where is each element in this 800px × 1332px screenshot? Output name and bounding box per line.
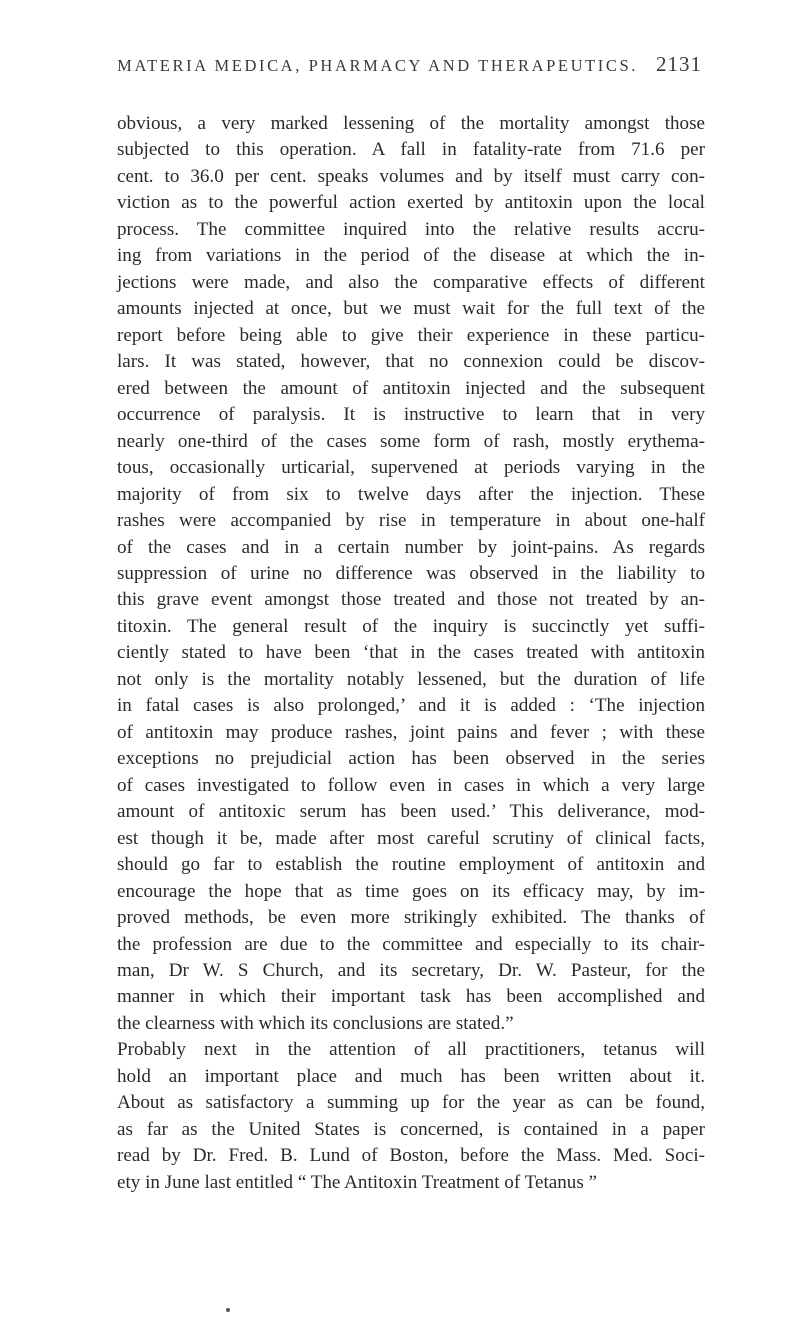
text-line: jections were made, and also the comparative effects of different xyxy=(117,271,705,293)
text-line: should go far to establish the routine employment of antitoxin and xyxy=(117,854,705,876)
text-line: occurrence of paralysis. It is instructive to learn that in very xyxy=(117,404,705,426)
text-line: majority of from six to twelve days after the injection. These xyxy=(117,483,705,505)
text-line: process. The committee inquired into the relative results accru- xyxy=(117,218,705,240)
running-header-title: MATERIA MEDICA, PHARMACY AND THERAPEUTICS. xyxy=(117,56,638,75)
text-line: nearly one-third of the cases some form of rash, mostly erythema- xyxy=(117,430,705,452)
text-line: in fatal cases is also prolonged,’ and it is added : ‘The injection xyxy=(117,695,705,717)
running-header xyxy=(112,52,702,80)
text-line: ered between the amount of antitoxin injected and the subsequent xyxy=(117,377,705,399)
text-line: amount of antitoxic serum has been used.’ This deliverance, mod- xyxy=(117,801,705,823)
text-line: exceptions no prejudicial action has been observed in the series xyxy=(117,748,705,770)
page-number: 2131 xyxy=(656,52,702,76)
text-line: proved methods, be even more strikingly exhibited. The thanks of xyxy=(117,907,705,929)
text-line: not only is the mortality notably lessened, but the duration of life xyxy=(117,668,705,690)
text-line: tous, occasionally urticarial, supervened at periods varying in the xyxy=(117,457,705,479)
body-text xyxy=(117,111,705,1196)
text-line: man, Dr W. S Church, and its secretary, Dr. W. Pasteur, for the xyxy=(117,960,705,981)
text-line: est though it be, made after most careful scrutiny of clinical facts, xyxy=(117,827,705,849)
text-line: ety in June last entitled “ The Antitoxin Treatment of Tetanus ” xyxy=(117,1171,597,1193)
text-line: of the cases and in a certain number by joint-pains. As regards xyxy=(117,536,705,558)
text-line: Probably next in the attention of all practitioners, tetanus will xyxy=(117,1039,705,1061)
text-line: titoxin. The general result of the inquiry is succinctly yet suffi- xyxy=(117,615,705,637)
text-line: suppression of urine no difference was observed in the liability to xyxy=(117,562,705,584)
text-line: this grave event amongst those treated and those not treated by an- xyxy=(117,589,705,611)
text-line: read by Dr. Fred. B. Lund of Boston, before the Mass. Med. Soci- xyxy=(117,1145,705,1167)
text-line: rashes were accompanied by rise in temperature in about one-half xyxy=(117,510,705,532)
ink-speck xyxy=(226,1308,230,1312)
text-line: About as satisfactory a summing up for the year as can be found, xyxy=(117,1092,705,1114)
text-line: ciently stated to have been ‘that in the cases treated with antitoxin xyxy=(117,642,705,664)
text-line: viction as to the powerful action exerted by antitoxin upon the local xyxy=(117,192,705,214)
text-line: encourage the hope that as time goes on its efficacy may, by im- xyxy=(117,880,705,902)
text-line: the profession are due to the committee and especially to its chair- xyxy=(117,933,705,955)
text-line: the clearness with which its conclusions are stated.” xyxy=(117,1012,514,1034)
text-line: hold an important place and much has been written about it. xyxy=(117,1065,705,1087)
text-line: of cases investigated to follow even in cases in which a very large xyxy=(117,774,705,796)
text-line: amounts injected at once, but we must wait for the full text of the xyxy=(117,298,705,320)
text-line: cent. to 36.0 per cent. speaks volumes and by itself must carry con- xyxy=(117,165,705,187)
text-line: obvious, a very marked lessening of the mortality amongst those xyxy=(117,113,705,134)
text-line: as far as the United States is concerned, is contained in a paper xyxy=(117,1118,705,1140)
text-line: lars. It was stated, however, that no connexion could be discov- xyxy=(117,351,705,373)
text-line: subjected to this operation. A fall in fatality-rate from 71.6 per xyxy=(117,139,705,161)
text-line: of antitoxin may produce rashes, joint pains and fever ; with these xyxy=(117,721,705,743)
text-line: report before being able to give their experience in these particu- xyxy=(117,324,705,346)
text-line: ing from variations in the period of the disease at which the in- xyxy=(117,245,705,267)
text-line: manner in which their important task has been accomplished and xyxy=(117,986,705,1008)
